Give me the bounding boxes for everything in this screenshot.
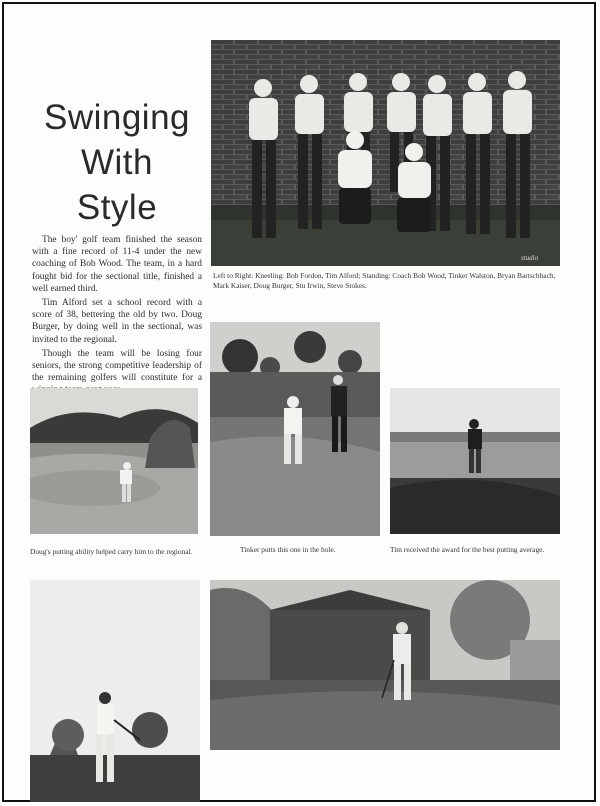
- page-title-line-2: With: [81, 143, 153, 182]
- tim-putting-photo: [390, 388, 560, 534]
- article-body: [32, 234, 202, 399]
- article-paragraph-1: The boy' golf team finished the season with a fine record of 11-4 under the new coaching of Bob Wood. The team, in a hard fought bid for the sectional title, finished a well earned third.: [32, 235, 202, 294]
- page-title-line-3: Style: [76, 188, 158, 227]
- tim-photo-caption: Tim received the award for the best putting average.: [390, 545, 545, 554]
- article-paragraph-3: Though the team will be losing four seniors, the strong competitive leadership of the remaining golfers will constitute for a: [32, 348, 202, 384]
- tinker-photo-caption: Tinker putts this one in the hole.: [240, 545, 336, 554]
- team-photo-caption: Left to Right: Kneeling: Bob Fordon, Tim Alford; Standing: Coach Bob Wood, Tinker Walston, Bryan Bartschbach, Mark Kaiser, Doug Burger, Stu Irwin, Steve Stokes.: [213, 271, 556, 290]
- article-paragraph-2: Tim Alford set a school record with a score of 38, bettering the old by two. Doug Burger, by doing well in the sectional, was invited to the regional.: [32, 298, 202, 345]
- doug-photo-caption: Doug's putting ability helped carry him to the regional.: [30, 547, 193, 556]
- doug-putting-photo: [30, 388, 198, 534]
- page-title-line-1: Swinging: [43, 98, 191, 137]
- tinker-putting-photo: [210, 322, 380, 536]
- svg-text:studio: studio: [521, 254, 539, 262]
- chip-photo: [210, 580, 560, 750]
- swing-photo: [30, 580, 200, 802]
- team-photo: [211, 40, 560, 266]
